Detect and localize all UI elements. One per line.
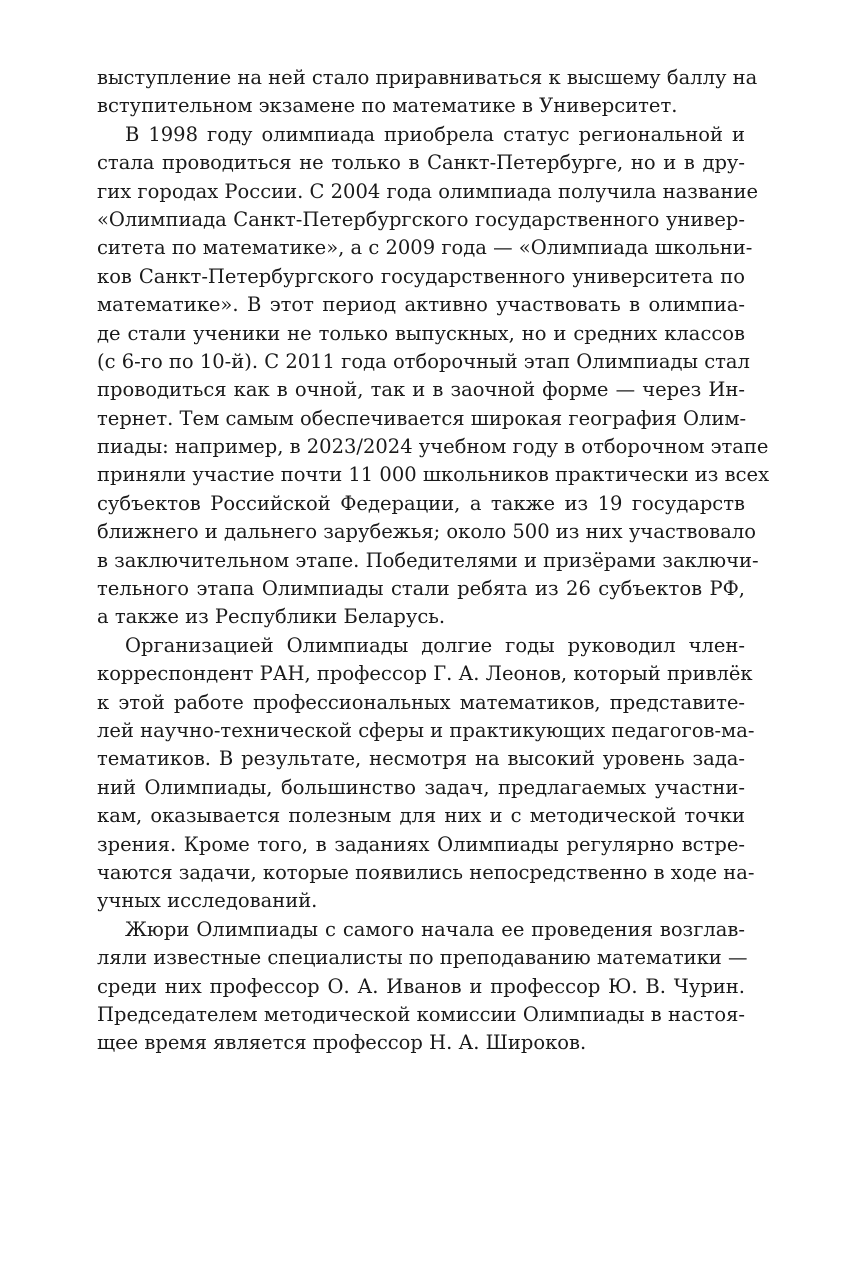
- text-line: стала проводиться не только в Санкт-Петербурге, но и в дру-: [97, 151, 745, 175]
- text-line: а также из Республики Беларусь.: [97, 605, 446, 629]
- paragraph-4: [97, 916, 748, 1058]
- text-line: Председателем методической комиссии Олимпиады в настоя-: [97, 1002, 745, 1026]
- text-line: тельного этапа Олимпиады стали ребята из 26 субъектов РФ,: [97, 577, 745, 601]
- text-line: среди них профессор О. А. Иванов и профессор Ю. В. Чурин.: [97, 974, 745, 998]
- text-line: ков Санкт-Петербургского государственного университета по: [97, 264, 745, 288]
- text-line: В 1998 году олимпиада приобрела статус региональной и: [125, 122, 745, 146]
- text-line: (с 6-го по 10-й). С 2011 года отборочный этап Олимпиады стал: [97, 349, 750, 373]
- text-line: проводиться как в очной, так и в заочной форме — через Ин-: [97, 378, 745, 402]
- text-line: приняли участие почти 11 000 школьников практически из всех: [97, 463, 770, 487]
- text-line: «Олимпиада Санкт-Петербургского государственного универ-: [97, 207, 745, 231]
- document-page: [97, 64, 770, 1058]
- text-line: корреспондент РАН, профессор Г. А. Леонов, который привлёк: [97, 662, 753, 686]
- text-line: пиады: например, в 2023/2024 учебном году в отборочном этапе: [97, 435, 769, 459]
- text-line: ближнего и дальнего зарубежья; около 500 из них участвовало: [97, 520, 756, 544]
- text-line: ляли известные специалисты по преподаванию математики —: [97, 946, 748, 970]
- text-line: лей научно-технической сферы и практикующих педагогов-ма-: [97, 718, 755, 742]
- text-line: щее время является профессор Н. А. Широков.: [97, 1031, 587, 1055]
- text-line: Организацией Олимпиады долгие годы руководил член-: [125, 633, 745, 657]
- text-line: Жюри Олимпиады с самого начала ее проведения возглав-: [125, 917, 745, 941]
- paragraph-1: [97, 64, 758, 121]
- text-line: де стали ученики не только выпускных, но и средних классов: [97, 321, 745, 345]
- text-line: к этой работе профессиональных математиков, представите-: [97, 690, 745, 714]
- text-line: субъектов Российской Федерации, а также из 19 государств: [97, 491, 745, 515]
- paragraph-3: [97, 632, 755, 916]
- text-line: тематиков. В результате, несмотря на высокий уровень зада-: [97, 747, 745, 771]
- text-line: учных исследований.: [97, 889, 318, 913]
- text-line: тернет. Тем самым обеспечивается широкая география Олим-: [97, 406, 747, 430]
- text-line: кам, оказывается полезным для них и с методической точки: [97, 804, 745, 828]
- text-line: гих городах России. С 2004 года олимпиада получила название: [97, 179, 759, 203]
- text-line: ний Олимпиады, большинство задач, предлагаемых участни-: [97, 775, 745, 799]
- text-line: выступление на ней стало приравниваться к высшему баллу на: [97, 66, 758, 89]
- paragraph-2: [97, 121, 770, 632]
- text-line: математике». В этот период активно участвовать в олимпиа-: [97, 293, 745, 317]
- text-line: вступительном экзамене по математике в Университет.: [97, 94, 678, 118]
- text-line: в заключительном этапе. Победителями и призёрами заключи-: [97, 548, 759, 572]
- text-line: зрения. Кроме того, в заданиях Олимпиады регулярно встре-: [97, 832, 745, 856]
- text-line: чаются задачи, которые появились непосредственно в ходе на-: [97, 860, 755, 884]
- text-line: ситета по математике», а с 2009 года — «Олимпиада школьни-: [97, 236, 753, 260]
